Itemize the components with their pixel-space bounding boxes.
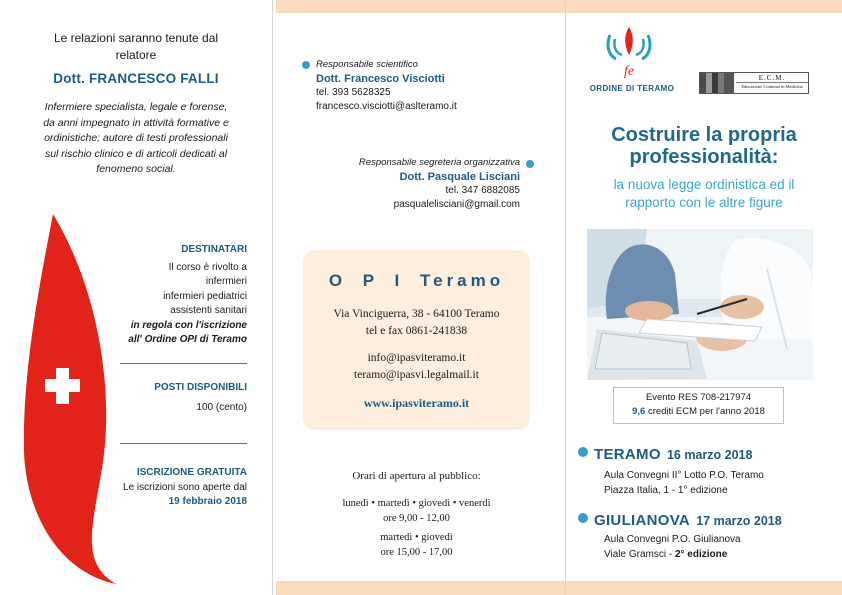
course-title: Costruire la propria professionalità: <box>611 124 797 168</box>
edition-teramo-heading <box>578 446 752 463</box>
divider <box>120 443 247 444</box>
bullet-dot-icon <box>302 61 310 69</box>
bottom-band <box>276 581 842 595</box>
edition-city: TERAMO <box>594 446 661 463</box>
edition-teramo-location: Aula Convegni II° Lotto P.O. Teramo Piazza Italia, 1 - 1° edizione <box>604 470 764 496</box>
opi-address: Via Vinciguerra, 38 - 64100 Teramo tel e fax 0861-241838 <box>333 308 500 337</box>
iscrizione-date: 19 febbraio 2018 <box>168 496 247 507</box>
opi-emails <box>303 350 530 384</box>
posti-value: 100 (cento) <box>196 401 247 413</box>
responsabile-segreteria: Responsabile segreteria organizzativa Dott. Pasquale Lisciani tel. 347 6882085 pasqualelisciani@gmail.com <box>359 156 520 212</box>
opi-title: O P I Teramo <box>328 271 505 290</box>
speaker-bio: Infermiere specialista, legale e forense, da anni impegnato in attività formative e ordinistiche; autore di testi professionali sul rischio clinico e di articoli dedicati al fenomeno social. <box>43 101 229 175</box>
opi-contact-box <box>303 250 530 430</box>
email-link[interactable]: info@ipasviteramo.it <box>367 352 466 364</box>
fold-line-right <box>565 0 566 595</box>
iscrizione-title: ISCRIZIONE GRATUITA <box>136 467 247 478</box>
iscrizione-block: ISCRIZIONE GRATUITA Le iscrizioni sono aperte dal 19 febbraio 2018 <box>123 466 247 510</box>
bullet-dot-icon <box>526 160 534 168</box>
divider <box>120 363 247 364</box>
course-subtitle: la nuova legge ordinistica ed il rapporto con le altre figure <box>613 177 795 210</box>
destinatari-block: DESTINATARI Il corso è rivolto a infermieri infermieri pediatrici assistenti sanitari in regola con l'iscrizione all' Ordine OPI di Teramo <box>128 244 247 345</box>
svg-text:fe: fe <box>623 64 635 79</box>
posti-block <box>154 381 247 415</box>
edition-giulianova-heading <box>578 512 782 529</box>
bullet-dot-icon <box>578 513 588 523</box>
bullet-dot-icon <box>578 447 588 457</box>
red-flame-cross-emblem <box>18 212 118 587</box>
logo-label: ORDINE DI TERAMO <box>589 84 675 93</box>
edition-date: 16 marzo 2018 <box>666 448 753 462</box>
hours-slot-afternoon: martedì • giovedì ore 15,00 - 17,00 <box>380 532 453 558</box>
edition-date: 17 marzo 2018 <box>696 514 782 528</box>
edition-city: GIULIANOVA <box>594 512 691 529</box>
edition-giulianova-location: Aula Convegni P.O. Giulianova Viale Gramsci - 2° edizione <box>604 534 741 560</box>
website-link[interactable]: www.ipasviteramo.it <box>363 396 470 410</box>
posti-title: POSTI DISPONIBILI <box>154 382 247 393</box>
email-link[interactable]: pasqualelisciani@gmail.com <box>393 199 520 210</box>
fold-line-left <box>272 0 273 595</box>
ecm-figures-image <box>700 73 734 93</box>
consultation-photo <box>587 229 813 380</box>
left-panel <box>0 0 272 595</box>
hours-slot-morning: lunedì • martedì • giovedì • venerdì ore 9,00 - 12,00 <box>342 498 491 524</box>
intro-text: Le relazioni saranno tenute dal relatore <box>53 31 219 62</box>
credits-text: crediti ECM per l'anno 2018 <box>647 406 765 417</box>
top-band <box>276 0 842 13</box>
event-code: Evento RES 708-217974 <box>645 392 752 403</box>
destinatari-title: DESTINATARI <box>181 244 247 255</box>
ecm-credits-box <box>613 387 784 424</box>
speaker-name: Dott. FRANCESCO FALLI <box>53 71 219 86</box>
credits-number: 9,6 <box>632 406 646 417</box>
email-link[interactable]: francesco.visciotti@aslteramo.it <box>316 101 457 112</box>
ecm-logo: E.C.M. Educazione Continua in Medicina <box>699 72 809 94</box>
opi-logo-icon <box>604 25 654 85</box>
hours-title: Orari di apertura al pubblico: <box>352 470 481 482</box>
email-link[interactable]: teramo@ipasvi.legalmail.it <box>354 369 479 381</box>
